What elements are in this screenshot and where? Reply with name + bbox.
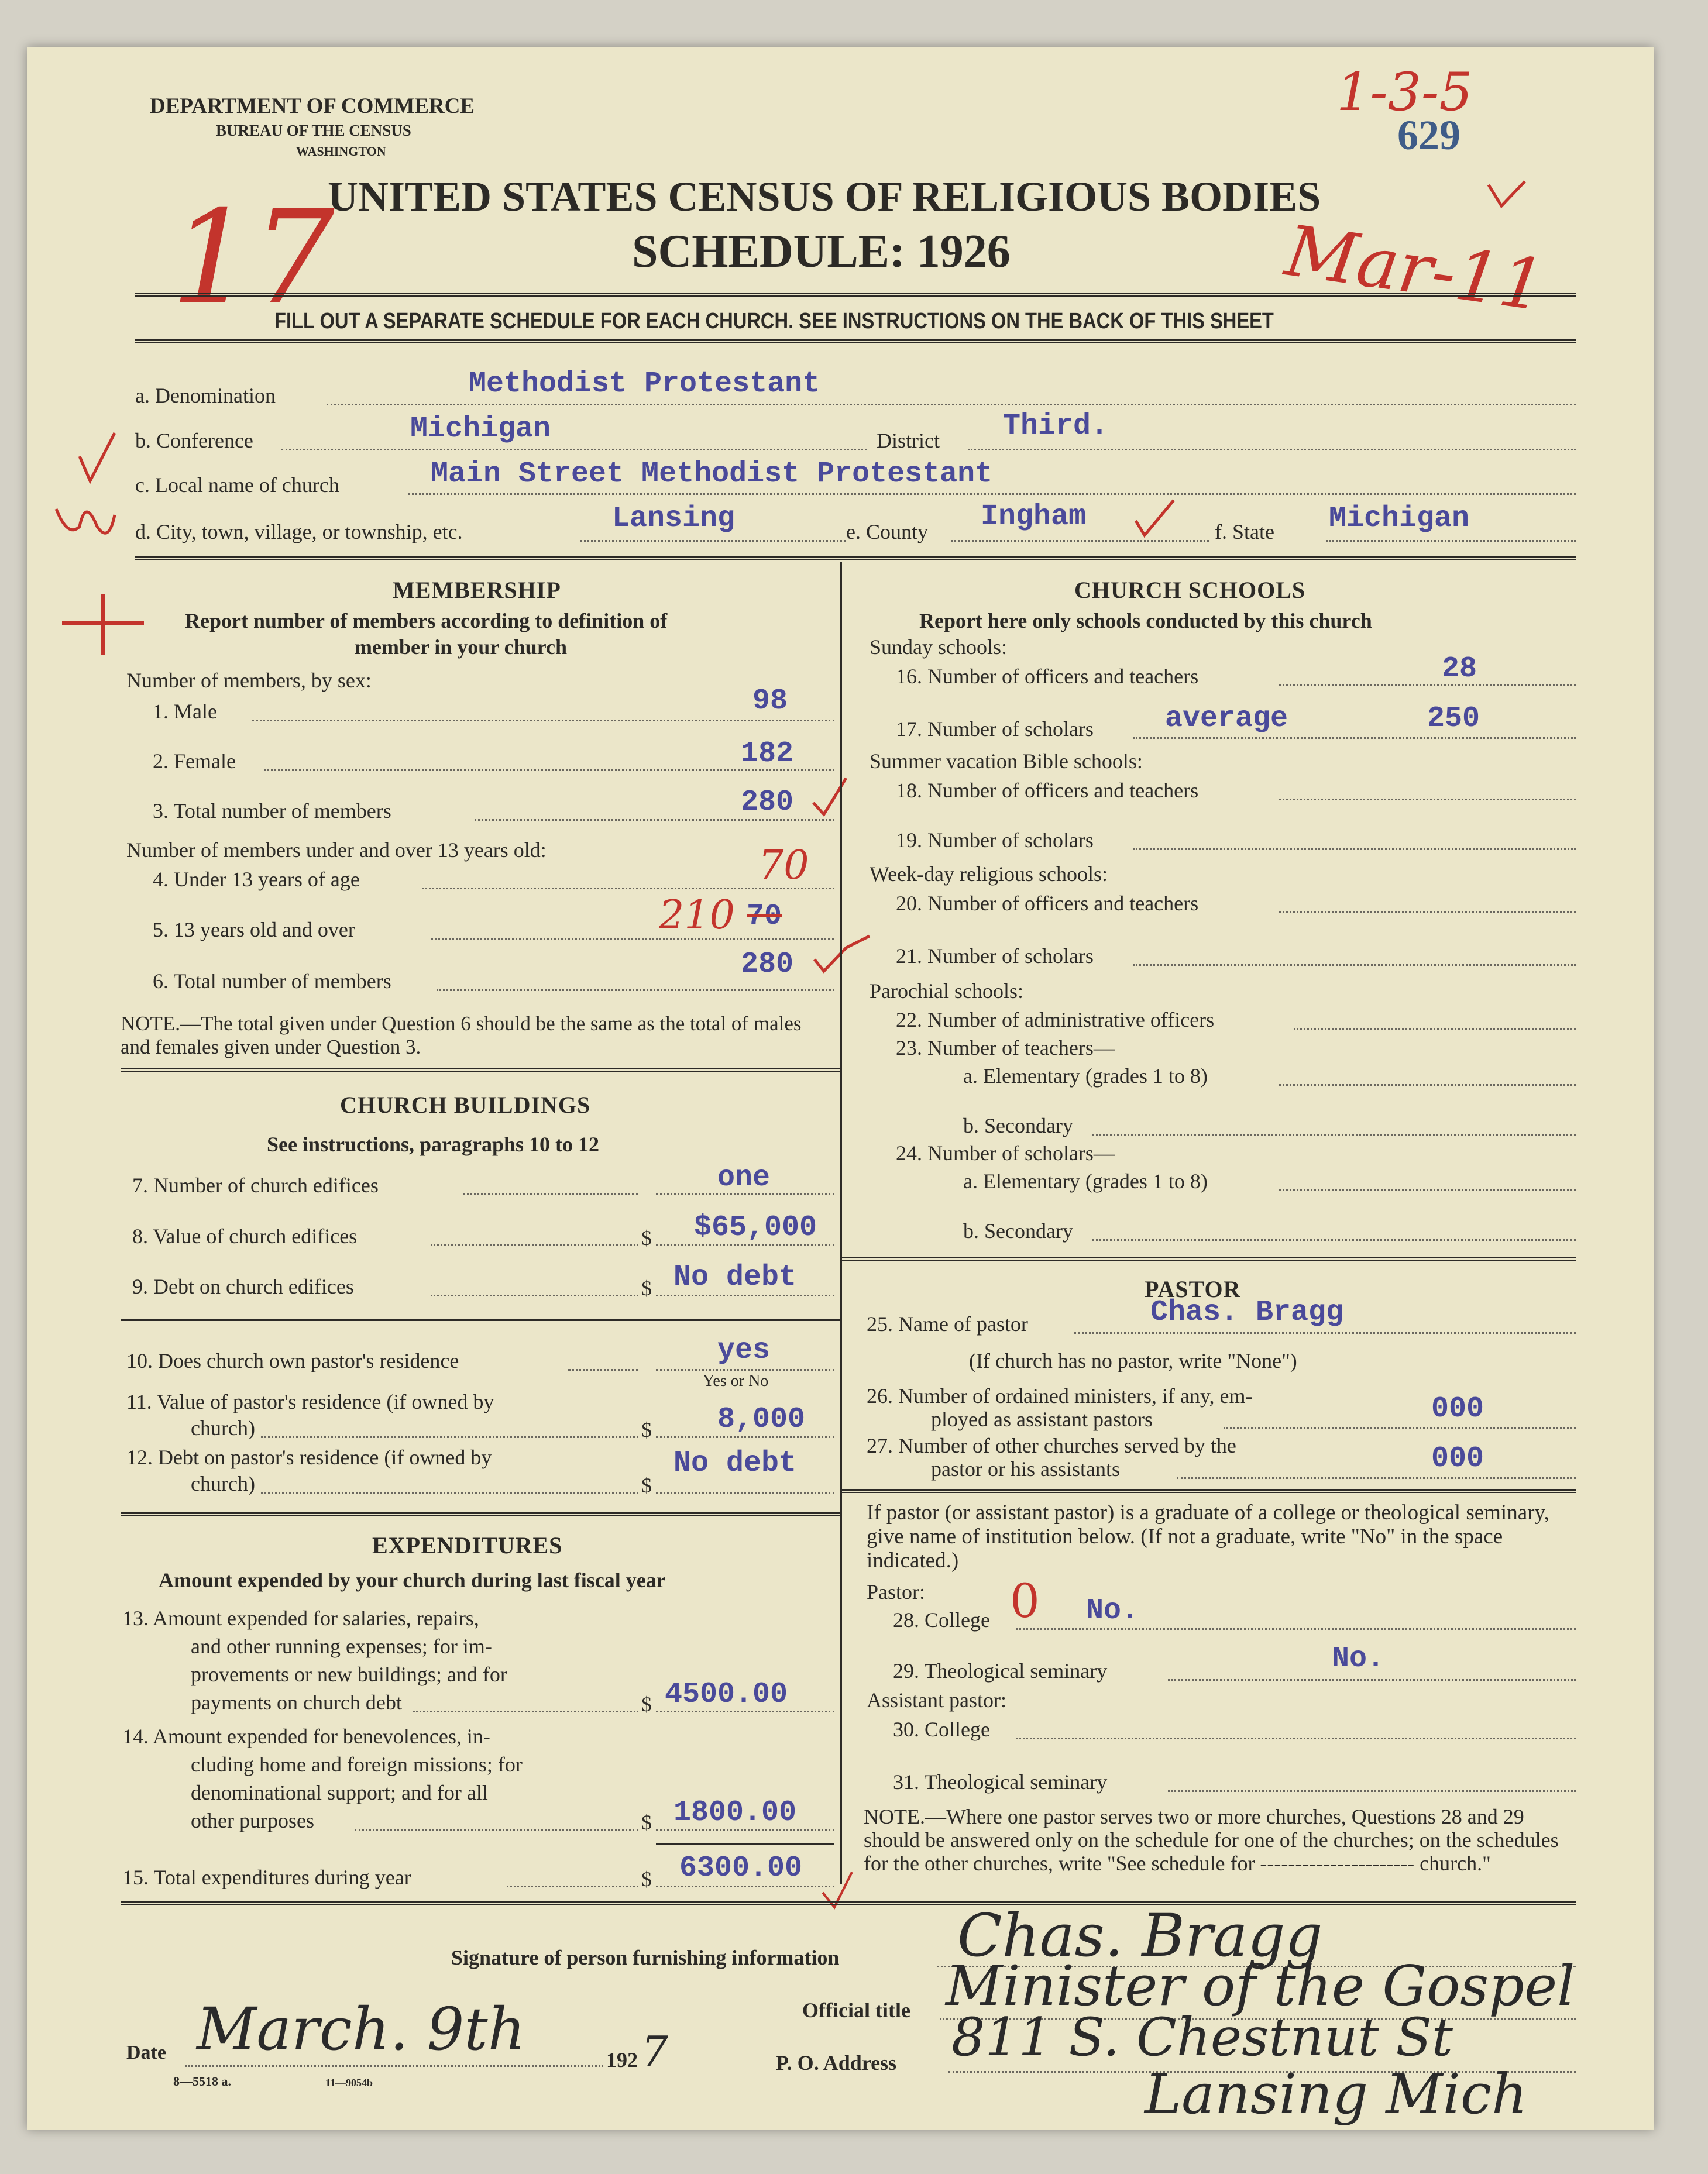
q28-label: 28. College bbox=[893, 1608, 990, 1632]
weekday-heading: Week-day religious schools: bbox=[870, 862, 1108, 886]
department-line: DEPARTMENT OF COMMERCE bbox=[150, 94, 475, 118]
signature-value: Chas. Bragg bbox=[957, 1901, 1323, 1970]
q21-label: 21. Number of scholars bbox=[896, 944, 1094, 968]
date-label: Date bbox=[126, 2042, 166, 2063]
pastor-heading: Pastor: bbox=[867, 1580, 926, 1604]
date-value: March. 9th bbox=[197, 1995, 526, 2063]
q14-line-4: other purposes bbox=[191, 1809, 314, 1832]
schedule-title: SCHEDULE: 1926 bbox=[632, 226, 1011, 277]
buildings-rule bbox=[121, 1512, 840, 1516]
summer-heading: Summer vacation Bible schools: bbox=[870, 749, 1143, 773]
q1-label: 1. Male bbox=[153, 700, 217, 723]
schools-sub: Report here only schools conducted by this church bbox=[919, 609, 1372, 632]
q13-line-2: and other running expenses; for im- bbox=[191, 1635, 492, 1658]
plus-mark-icon bbox=[62, 594, 144, 655]
q15-dollar: $ bbox=[641, 1867, 652, 1891]
q13-dollar: $ bbox=[641, 1693, 652, 1716]
body-bottom-rule bbox=[121, 1901, 1576, 1905]
q17-value: 250 bbox=[1427, 702, 1480, 735]
q20-label: 20. Number of officers and teachers bbox=[896, 892, 1199, 915]
q14-dollar: $ bbox=[641, 1811, 652, 1834]
schools-rule bbox=[842, 1257, 1576, 1261]
q23a-label: a. Elementary (grades 1 to 8) bbox=[963, 1064, 1208, 1088]
city-label: d. City, town, village, or township, etc. bbox=[135, 520, 463, 544]
buildings-title: CHURCH BUILDINGS bbox=[340, 1092, 591, 1118]
pastor-title: PASTOR bbox=[1145, 1276, 1241, 1302]
state-label: f. State bbox=[1215, 520, 1274, 544]
state-value: Michigan bbox=[1329, 502, 1470, 535]
bureau-line: BUREAU OF THE CENSUS bbox=[216, 122, 411, 139]
big-number-annotation: 17 bbox=[171, 183, 335, 332]
check-mark-icon bbox=[1489, 181, 1525, 206]
age-heading: Number of members under and over 13 years old: bbox=[126, 838, 547, 862]
q10-hint: Yes or No bbox=[703, 1372, 769, 1390]
q5-label: 5. 13 years old and over bbox=[153, 918, 355, 941]
by-sex-heading: Number of members, by sex: bbox=[126, 669, 372, 692]
q6-value: 280 bbox=[741, 948, 794, 981]
q14-line-3: denominational support; and for all bbox=[191, 1781, 488, 1804]
membership-sub-2: member in your church bbox=[355, 635, 568, 659]
column-divider bbox=[840, 562, 842, 1884]
q12-value: No debt bbox=[673, 1447, 797, 1480]
q27-label-a: 27. Number of other churches served by the bbox=[867, 1434, 1236, 1457]
q29-value: No. bbox=[1332, 1642, 1385, 1676]
year-digit: 7 bbox=[641, 2027, 668, 2076]
q23b-label: b. Secondary bbox=[963, 1114, 1073, 1137]
instruction-rule bbox=[135, 339, 1576, 343]
q4-label: 4. Under 13 years of age bbox=[153, 868, 360, 891]
q18-label: 18. Number of officers and teachers bbox=[896, 779, 1199, 802]
county-value: Ingham bbox=[981, 500, 1087, 534]
district-label: District bbox=[877, 429, 940, 452]
q9-dollar: $ bbox=[641, 1277, 652, 1300]
q16-label: 16. Number of officers and teachers bbox=[896, 665, 1199, 688]
check-mark-icon bbox=[815, 936, 870, 971]
pastor-note: NOTE.—Where one pastor serves two or more churches, Questions 28 and 29 should be answered only on the schedule for one of the churches; on the schedules for the other churches, write "See schedule for ---------------------- church." bbox=[864, 1805, 1559, 1875]
buildings-inner-rule bbox=[121, 1319, 840, 1321]
conference-value: Michigan bbox=[410, 412, 551, 446]
q29-label: 29. Theological seminary bbox=[893, 1659, 1108, 1683]
city-value: Lansing bbox=[612, 502, 736, 535]
denomination-label: a. Denomination bbox=[135, 384, 276, 407]
top-code-annotation: 1-3-5 bbox=[1336, 61, 1473, 123]
year-prefix: 192 bbox=[606, 2048, 638, 2072]
q11-label-a: 11. Value of pastor's residence (if owned by bbox=[126, 1390, 494, 1413]
q3-value: 280 bbox=[741, 786, 794, 819]
q5-struck-value: 70 bbox=[747, 900, 782, 933]
membership-rule bbox=[121, 1068, 840, 1072]
zero-annotation: 0 bbox=[1010, 1574, 1040, 1628]
denomination-value: Methodist Protestant bbox=[469, 367, 820, 401]
q8-dollar: $ bbox=[641, 1226, 652, 1250]
census-schedule-sheet bbox=[27, 47, 1654, 2130]
q14-line-1: 14. Amount expended for benevolences, in- bbox=[122, 1725, 490, 1748]
q15-label: 15. Total expenditures during year bbox=[122, 1866, 411, 1889]
q24a-label: a. Elementary (grades 1 to 8) bbox=[963, 1169, 1208, 1193]
q3-label: 3. Total number of members bbox=[153, 799, 391, 823]
q4-value: 70 bbox=[758, 842, 809, 889]
q9-value: No debt bbox=[673, 1261, 797, 1294]
q24b-label: b. Secondary bbox=[963, 1219, 1073, 1243]
q16-value: 28 bbox=[1442, 652, 1477, 686]
membership-title: MEMBERSHIP bbox=[393, 577, 561, 603]
q7-value: one bbox=[717, 1161, 771, 1195]
q19-label: 19. Number of scholars bbox=[896, 828, 1094, 852]
q27-value: 000 bbox=[1431, 1442, 1484, 1475]
county-label: e. County bbox=[846, 520, 928, 544]
q14-line-2: cluding home and foreign missions; for bbox=[191, 1753, 523, 1776]
official-title-label: Official title bbox=[802, 1998, 910, 2022]
q27-label-b: pastor or his assistants bbox=[931, 1457, 1120, 1481]
check-mark-icon bbox=[1136, 500, 1174, 535]
q24-label: 24. Number of scholars— bbox=[896, 1141, 1115, 1165]
membership-sub-1: Report number of members according to definition of bbox=[185, 609, 668, 632]
q31-label: 31. Theological seminary bbox=[893, 1770, 1108, 1794]
identity-rule bbox=[135, 556, 1576, 560]
date-mark-annotation: Mar-11 bbox=[1280, 210, 1550, 328]
q13-line-4: payments on church debt bbox=[191, 1691, 402, 1714]
q6-label: 6. Total number of members bbox=[153, 969, 391, 993]
q10-value: yes bbox=[717, 1334, 771, 1367]
schools-title: CHURCH SCHOOLS bbox=[1074, 577, 1306, 603]
local-name-label: c. Local name of church bbox=[135, 473, 339, 497]
scribble-mark-icon bbox=[56, 509, 115, 533]
q10-label: 10. Does church own pastor's residence bbox=[126, 1349, 459, 1372]
city-line: WASHINGTON bbox=[296, 144, 386, 159]
sum-rule bbox=[656, 1843, 834, 1845]
pastor-rule bbox=[842, 1489, 1576, 1493]
q13-line-1: 13. Amount expended for salaries, repairs, bbox=[122, 1607, 479, 1630]
form-number: 8—5518 a. bbox=[173, 2074, 231, 2089]
q11-dollar: $ bbox=[641, 1418, 652, 1442]
conference-label: b. Conference bbox=[135, 429, 253, 452]
official-title-value: Minister of the Gospel bbox=[946, 1954, 1575, 2018]
q26-label-b: ployed as assistant pastors bbox=[931, 1408, 1153, 1431]
q26-value: 000 bbox=[1431, 1392, 1484, 1426]
district-value: Third. bbox=[1003, 410, 1109, 443]
signature-label: Signature of person furnishing information bbox=[451, 1946, 840, 1969]
q7-label: 7. Number of church edifices bbox=[132, 1174, 379, 1197]
q8-value: $65,000 bbox=[694, 1211, 817, 1244]
parochial-heading: Parochial schools: bbox=[870, 979, 1023, 1003]
stamp-number: 629 bbox=[1397, 112, 1460, 159]
q25-value: Chas. Bragg bbox=[1150, 1296, 1344, 1329]
q12-label-a: 12. Debt on pastor's residence (if owned by bbox=[126, 1446, 492, 1469]
q14-value: 1800.00 bbox=[673, 1796, 797, 1829]
q5-value: 210 bbox=[659, 892, 735, 938]
q26-label-a: 26. Number of ordained ministers, if any, em- bbox=[867, 1384, 1253, 1408]
po-address-label: P. O. Address bbox=[776, 2051, 897, 2075]
q2-label: 2. Female bbox=[153, 749, 236, 773]
q8-label: 8. Value of church edifices bbox=[132, 1224, 358, 1248]
q2-value: 182 bbox=[741, 737, 794, 770]
q17-label: 17. Number of scholars bbox=[896, 717, 1094, 741]
membership-note: NOTE.—The total given under Question 6 should be the same as the total of males and females given under Question 3. bbox=[121, 1012, 802, 1058]
q11-value: 8,000 bbox=[717, 1403, 806, 1436]
q13-value: 4500.00 bbox=[665, 1678, 788, 1711]
q12-label-b: church) bbox=[191, 1472, 255, 1495]
q23-label: 23. Number of teachers— bbox=[896, 1036, 1115, 1060]
local-name-value: Main Street Methodist Protestant bbox=[431, 457, 993, 491]
assistant-heading: Assistant pastor: bbox=[867, 1688, 1006, 1712]
census-title: UNITED STATES CENSUS OF RELIGIOUS BODIES bbox=[328, 173, 1321, 220]
q22-label: 22. Number of administrative officers bbox=[896, 1008, 1215, 1031]
q17-note: average bbox=[1165, 702, 1288, 735]
expenditures-sub: Amount expended by your church during last fiscal year bbox=[159, 1568, 666, 1592]
instruction-line: FILL OUT A SEPARATE SCHEDULE FOR EACH CHURCH. SEE INSTRUCTIONS ON THE BACK OF THIS SHEET bbox=[274, 309, 1274, 333]
q1-value: 98 bbox=[752, 684, 788, 718]
q28-value: No. bbox=[1086, 1594, 1139, 1628]
header-rule bbox=[135, 293, 1576, 297]
expenditures-title: EXPENDITURES bbox=[372, 1532, 563, 1559]
po-address-line-1: 811 S. Chestnut St bbox=[951, 2007, 1453, 2068]
print-number: 11—9054b bbox=[325, 2077, 373, 2089]
q12-dollar: $ bbox=[641, 1474, 652, 1497]
po-address-line-2: Lansing Mich bbox=[1145, 2062, 1528, 2127]
buildings-sub: See instructions, paragraphs 10 to 12 bbox=[267, 1133, 600, 1156]
graduate-note: If pastor (or assistant pastor) is a graduate of a college or theological seminary, give name of institution below. (If not a graduate, write "No" in the space indicated.) bbox=[867, 1501, 1549, 1573]
q11-label-b: church) bbox=[191, 1416, 255, 1440]
sunday-heading: Sunday schools: bbox=[870, 635, 1008, 659]
q13-line-3: provements or new buildings; and for bbox=[191, 1663, 507, 1686]
q30-label: 30. College bbox=[893, 1718, 990, 1741]
q25-label: 25. Name of pastor bbox=[867, 1312, 1028, 1336]
check-mark-icon bbox=[80, 433, 115, 481]
q15-value: 6300.00 bbox=[679, 1852, 803, 1885]
q9-label: 9. Debt on church edifices bbox=[132, 1275, 354, 1298]
q25-hint: (If church has no pastor, write "None") bbox=[969, 1349, 1297, 1372]
